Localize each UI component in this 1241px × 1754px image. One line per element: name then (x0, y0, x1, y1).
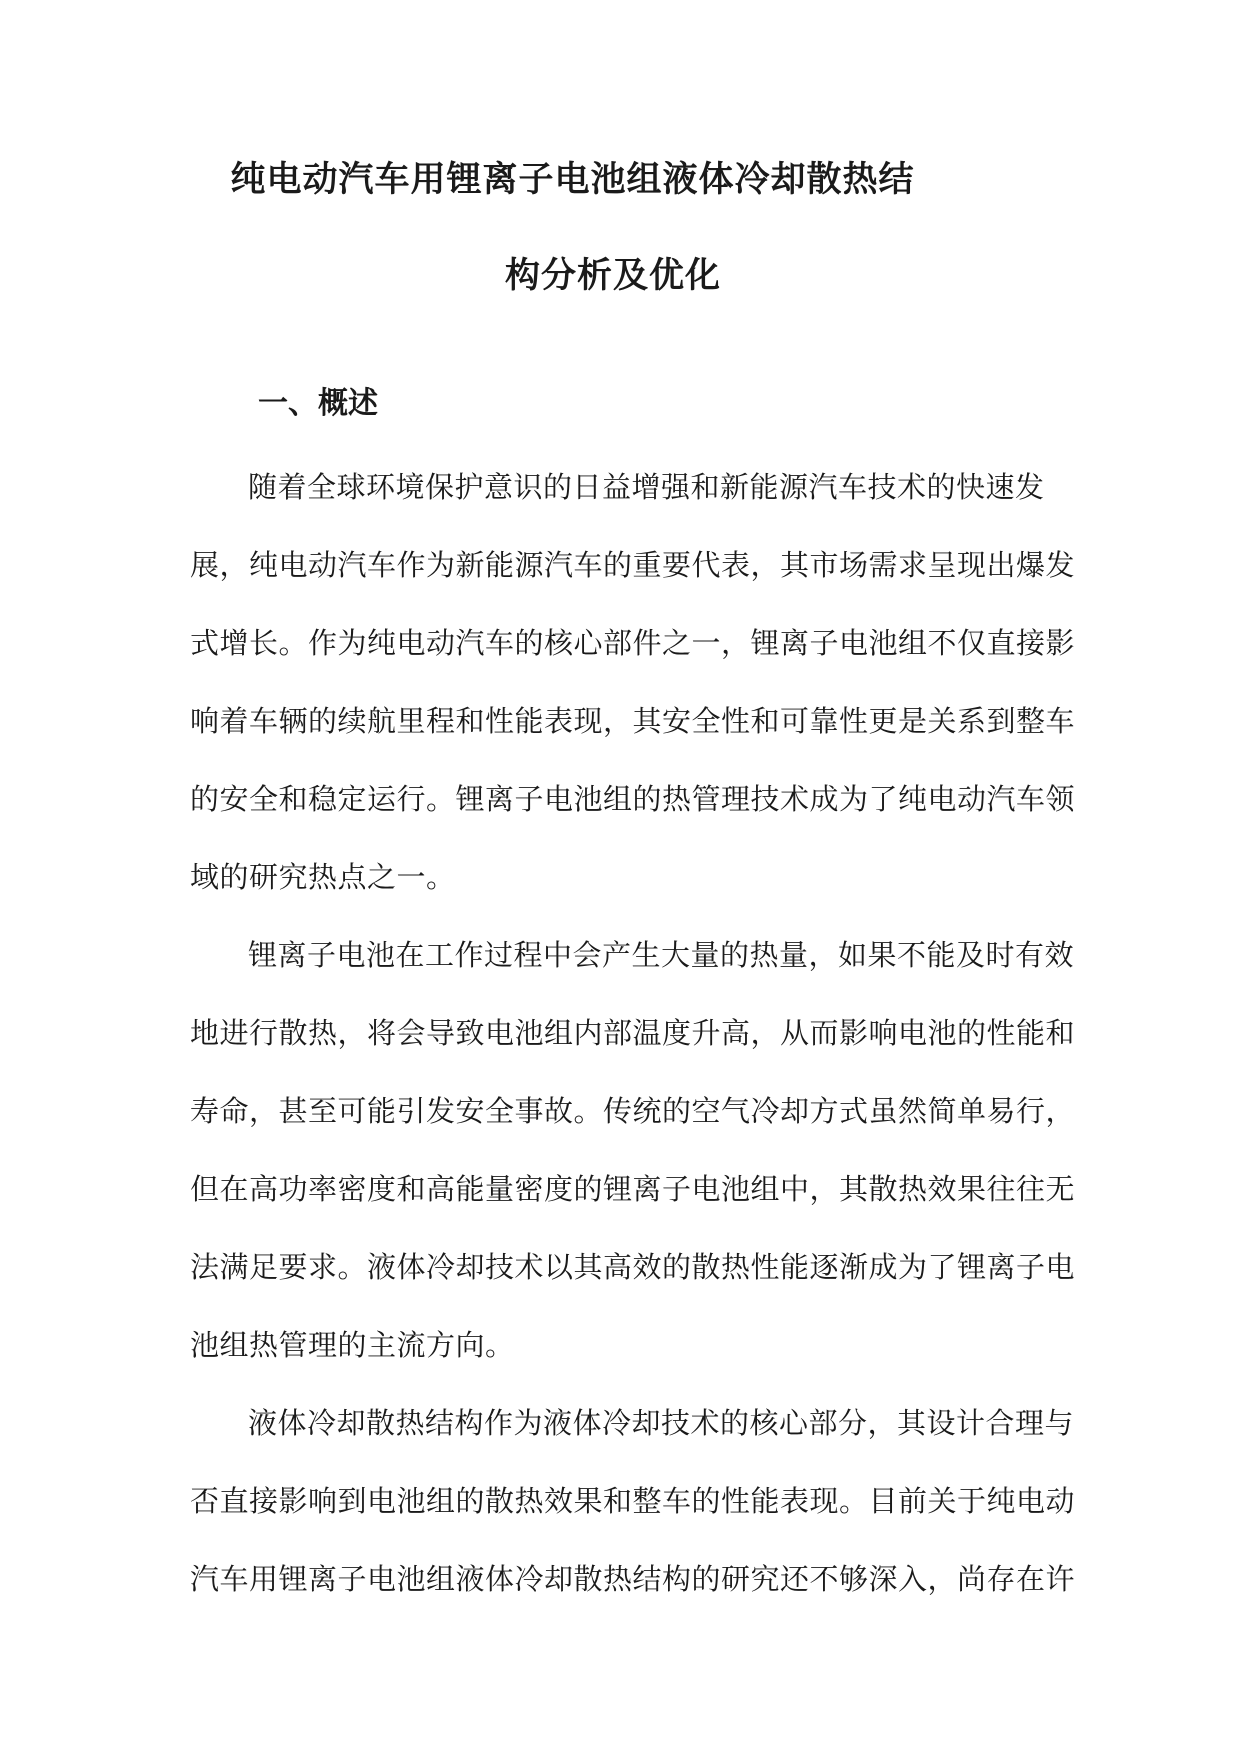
section-heading-overview: 一、概述 (258, 386, 378, 421)
document-title-line-2: 构分析及优化 (505, 255, 722, 296)
paragraph-1-line-1: 随着全球环境保护意识的日益增强和新能源汽车技术的快速发 (248, 470, 1045, 504)
paragraph-3-line-3: 汽车用锂离子电池组液体冷却散热结构的研究还不够深入，尚存在许 (190, 1562, 1076, 1596)
paragraph-3-line-1: 液体冷却散热结构作为液体冷却技术的核心部分，其设计合理与 (248, 1406, 1075, 1440)
paragraph-2-line-5: 法满足要求。液体冷却技术以其高效的散热性能逐渐成为了锂离子电 (190, 1250, 1076, 1284)
paragraph-2-line-3: 寿命，甚至可能引发安全事故。传统的空气冷却方式虽然简单易行， (190, 1094, 1076, 1128)
paragraph-3-line-2: 否直接影响到电池组的散热效果和整车的性能表现。目前关于纯电动 (190, 1484, 1076, 1518)
paragraph-2-line-2: 地进行散热，将会导致电池组内部温度升高，从而影响电池的性能和 (190, 1016, 1076, 1050)
document-title-line-1: 纯电动汽车用锂离子电池组液体冷却散热结 (230, 159, 915, 200)
paragraph-2-line-4: 但在高功率密度和高能量密度的锂离子电池组中，其散热效果往往无 (190, 1172, 1076, 1206)
paragraph-2-line-6: 池组热管理的主流方向。 (190, 1328, 515, 1362)
paragraph-1-line-3: 式增长。作为纯电动汽车的核心部件之一，锂离子电池组不仅直接影 (190, 626, 1076, 660)
paragraph-1-line-4: 响着车辆的续航里程和性能表现，其安全性和可靠性更是关系到整车 (190, 704, 1076, 738)
paragraph-1-line-6: 域的研究热点之一。 (190, 860, 456, 894)
paragraph-1-line-2: 展，纯电动汽车作为新能源汽车的重要代表，其市场需求呈现出爆发 (190, 548, 1076, 582)
paragraph-1-line-5: 的安全和稳定运行。锂离子电池组的热管理技术成为了纯电动汽车领 (190, 782, 1076, 816)
paragraph-2-line-1: 锂离子电池在工作过程中会产生大量的热量，如果不能及时有效 (248, 938, 1075, 972)
